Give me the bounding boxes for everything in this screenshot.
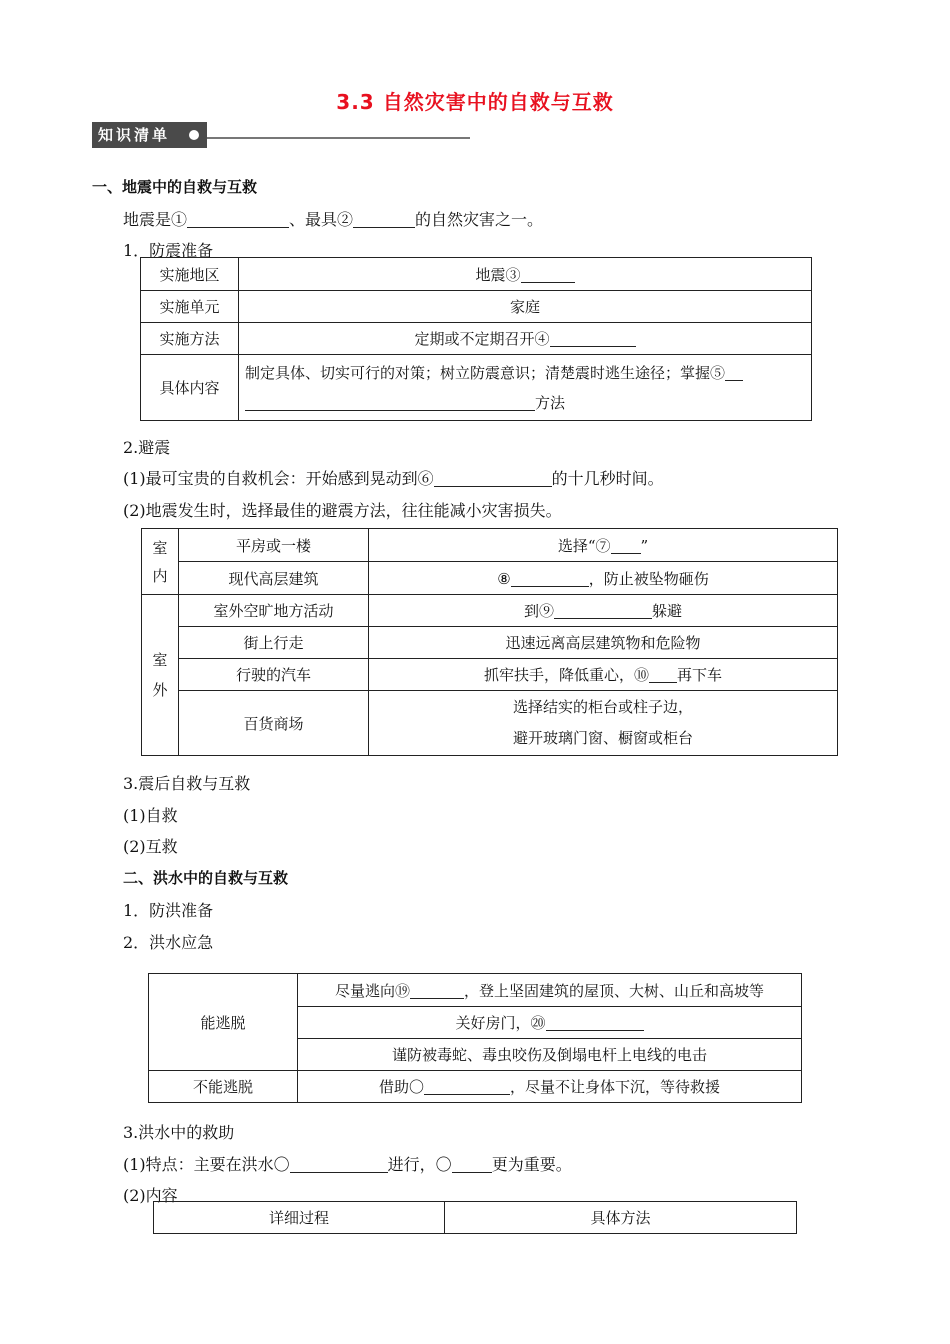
earthquake-avoid-table — [141, 528, 838, 756]
post-quake-mutual: (2)互救 — [123, 837, 178, 856]
avoid-action: 抓牢扶手，降低重心，⑩ 再下车 — [369, 659, 838, 691]
prep-label: 具体内容 — [141, 355, 239, 421]
flood-rescue-title: 3.洪水中的救助 — [123, 1123, 235, 1142]
blank-1 — [187, 211, 289, 228]
avoid-line-1: (1)最可宝贵的自救机会：开始感到晃动到⑥ 的十几秒时间。 — [123, 469, 664, 488]
avoid-place: 平房或一楼 — [179, 529, 369, 562]
prep-label: 实施方法 — [141, 323, 239, 355]
banner-rule — [207, 137, 470, 139]
flood-action: 尽量逃向⑲ ，登上坚固建筑的屋顶、大树、山丘和高坡等 — [298, 974, 802, 1007]
earthquake-prep-table — [140, 257, 812, 421]
avoid-action: 迅速远离高层建筑物和危险物 — [369, 627, 838, 659]
indoor-label: 室内 — [142, 529, 179, 595]
can-escape-label: 能逃脱 — [149, 974, 298, 1071]
earthquake-intro — [123, 207, 543, 230]
post-quake-title: 3.震后自救与互救 — [123, 774, 251, 793]
avoid-title: 2.避震 — [123, 438, 171, 457]
flood-emergency-title: 2．洪水应急 — [123, 933, 214, 952]
post-quake-self: (1)自救 — [123, 806, 178, 825]
avoid-action: 选择“⑦ ” — [369, 529, 838, 562]
section-heading-earthquake: 一、地震中的自救与互救 — [92, 178, 258, 196]
flood-prep-title: 1．防洪准备 — [123, 901, 214, 920]
outdoor-label: 室外 — [142, 595, 179, 756]
knowledge-list-banner — [92, 122, 207, 148]
avoid-place: 现代高层建筑 — [179, 562, 369, 595]
avoid-action: 到⑨ 躲避 — [369, 595, 838, 627]
avoid-action: 选择结实的柜台或柱子边， 避开玻璃门窗、橱窗或柜台 — [369, 691, 838, 756]
avoid-action: ⑧ ，防止被坠物砸伤 — [369, 562, 838, 595]
flood-rescue-line-1: (1)特点：主要在洪水〇 进行，〇 更为重要。 — [123, 1155, 572, 1174]
prep-value: 制定具体、切实可行的对策；树立防震意识；清楚震时逃生途径；掌握⑤ 方法 — [239, 355, 812, 421]
page-title: 3.3 自然灾害中的自救与互救 — [336, 90, 614, 114]
prep-title: 1．防震准备 — [123, 241, 214, 260]
avoid-place: 室外空旷地方活动 — [179, 595, 369, 627]
rescue-col-header: 详细过程 — [154, 1202, 445, 1234]
bullet-icon — [189, 130, 199, 140]
avoid-place: 百货商场 — [179, 691, 369, 756]
prep-label: 实施地区 — [141, 258, 239, 291]
flood-action: 借助〇 ，尽量不让身体下沉，等待救援 — [298, 1071, 802, 1103]
flood-rescue-line-2: (2)内容 — [123, 1186, 178, 1205]
prep-value: 定期或不定期召开④ — [239, 323, 812, 355]
section-heading-flood: 二、洪水中的自救与互救 — [123, 869, 289, 887]
flood-rescue-table — [153, 1201, 797, 1234]
flood-action: 关好房门，⑳ — [298, 1007, 802, 1039]
avoid-place: 街上行走 — [179, 627, 369, 659]
rescue-col-header: 具体方法 — [445, 1202, 797, 1234]
intro-part-a: 地震是① — [123, 210, 188, 229]
blank-2 — [353, 211, 415, 228]
prep-value: 地震③ — [239, 258, 812, 291]
banner-label: 知识清单 — [98, 126, 171, 144]
intro-part-b: 、最具② — [289, 210, 354, 229]
cannot-escape-label: 不能逃脱 — [149, 1071, 298, 1103]
avoid-place: 行驶的汽车 — [179, 659, 369, 691]
prep-label: 实施单元 — [141, 291, 239, 323]
avoid-line-2: (2)地震发生时，选择最佳的避震方法，往往能减小灾害损失。 — [123, 501, 562, 520]
intro-part-c: 的自然灾害之一。 — [415, 210, 544, 229]
flood-action: 谨防被毒蛇、毒虫咬伤及倒塌电杆上电线的电击 — [298, 1039, 802, 1071]
flood-emergency-table — [148, 973, 802, 1103]
prep-value: 家庭 — [239, 291, 812, 323]
